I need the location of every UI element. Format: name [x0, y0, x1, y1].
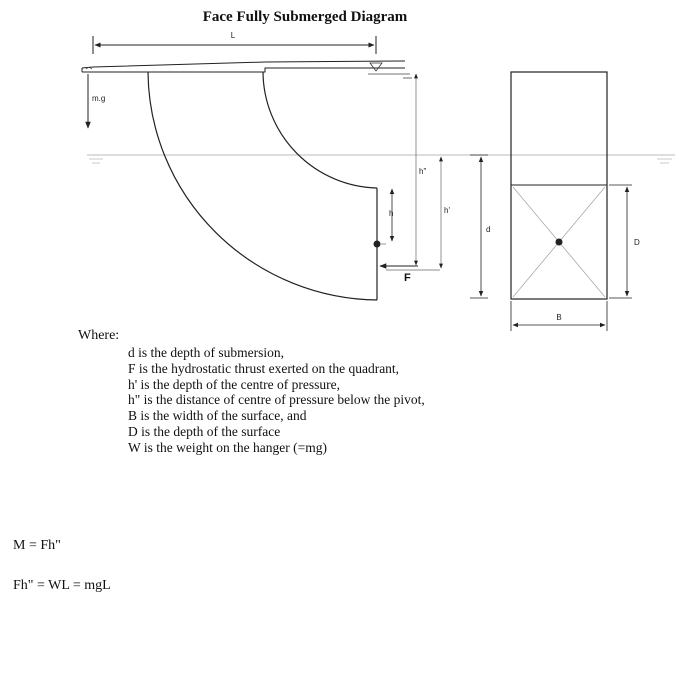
side-view	[511, 72, 607, 299]
definition-item: h" is the distance of centre of pressure below the pivot,	[128, 392, 425, 408]
label-L: L	[230, 31, 236, 40]
equation-balance: Fh" = WL = mgL	[13, 578, 111, 593]
definition-item: h' is the depth of the centre of pressure,	[128, 376, 340, 392]
label-F: F	[404, 272, 411, 284]
h-dimension	[389, 189, 393, 241]
definition-item: D is the depth of the surface	[128, 423, 281, 439]
equation-moment: M = Fh"	[13, 538, 61, 553]
weight-arrow	[88, 74, 105, 128]
label-D: D	[634, 238, 640, 247]
label-mg: m.g	[92, 94, 106, 103]
D-dimension	[609, 185, 640, 298]
h-prime-dimension	[441, 157, 450, 268]
pivot-side-point	[556, 239, 563, 246]
h-double-prime-dimension	[416, 74, 426, 265]
definition-item: d is the depth of submersion,	[128, 345, 284, 360]
balance-arm	[82, 61, 412, 78]
label-h: h	[389, 209, 394, 218]
definition-item: F is the hydrostatic thrust exerted on the quadrant,	[128, 360, 400, 376]
d-dimension	[470, 155, 490, 298]
force-arrow	[380, 266, 440, 284]
length-dimension	[93, 31, 376, 54]
label-B: B	[556, 313, 562, 322]
definition-item: B is the width of the surface, and	[128, 408, 307, 424]
where-label: Where:	[78, 328, 120, 343]
label-h-double-prime: h"	[419, 167, 427, 176]
water-level	[87, 155, 675, 163]
pivot-point	[374, 241, 381, 248]
label-d: d	[486, 225, 491, 234]
label-h-prime: h'	[444, 206, 450, 215]
quadrant	[148, 72, 386, 300]
B-dimension	[511, 301, 607, 331]
definitions-list	[128, 345, 425, 456]
definition-item: W is the weight on the hanger (=mg)	[128, 439, 327, 455]
diagram-title: Face Fully Submerged Diagram	[202, 9, 408, 25]
